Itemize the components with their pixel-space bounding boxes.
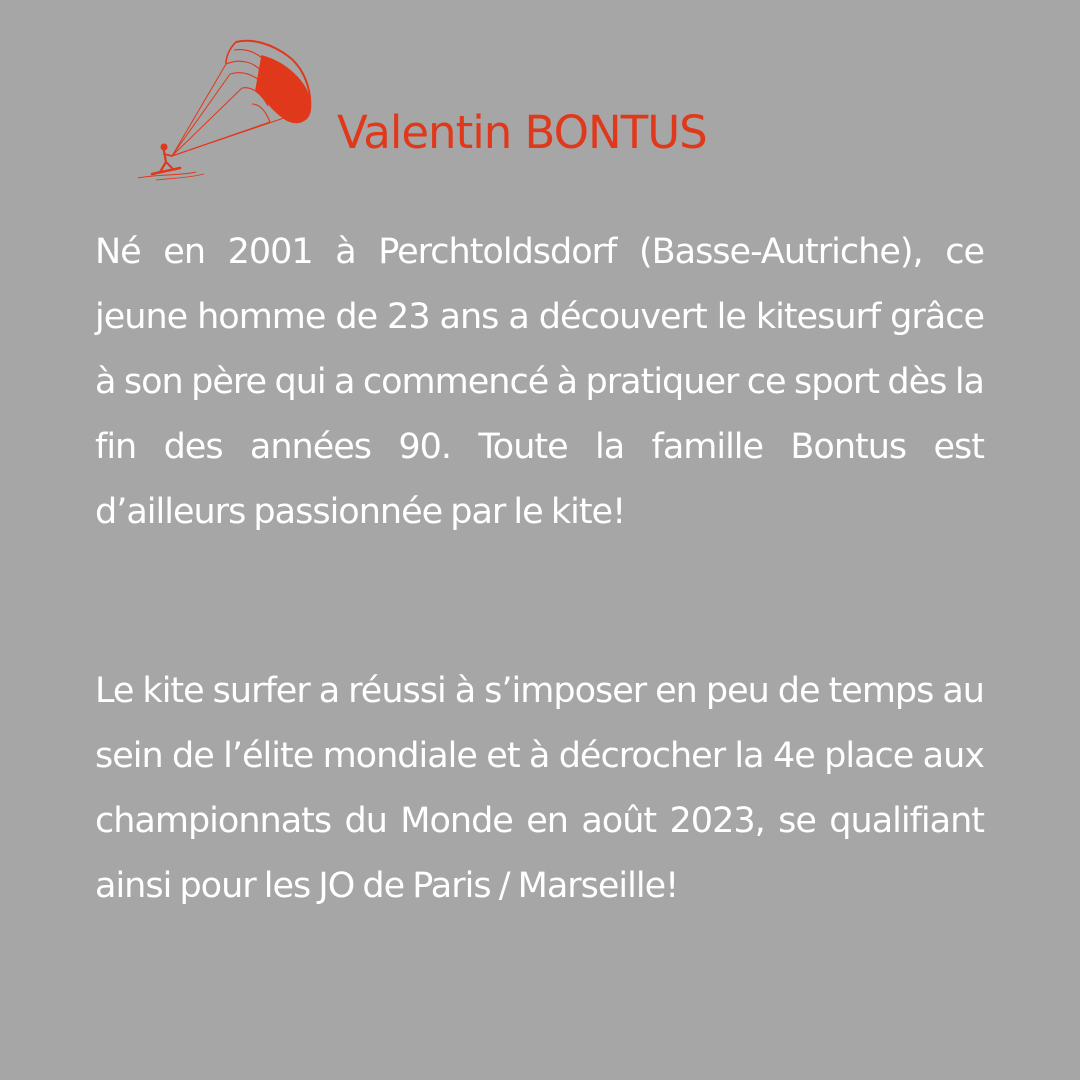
page-title: Valentin BONTUS: [337, 106, 707, 159]
bio-paragraph-1: Né en 2001 à Perchtoldsdorf (Basse-Autriche), ce jeune homme de 23 ans a découvert le kitesurf grâce à son père qui a commencé à pratiquer ce sport dès la fin des années 90. Toute la famille Bontus est d’ailleurs passionnée par le kite!: [95, 232, 984, 532]
kitesurfer-icon: [134, 34, 316, 184]
bio-paragraph-2: Le kite surfer a réussi à s’imposer en peu de temps au sein de l’élite mondiale et à décrocher la 4e place aux championnats du Monde en août 2023, se qualifiant ainsi pour les JO de Paris / Marseille!: [95, 671, 984, 906]
